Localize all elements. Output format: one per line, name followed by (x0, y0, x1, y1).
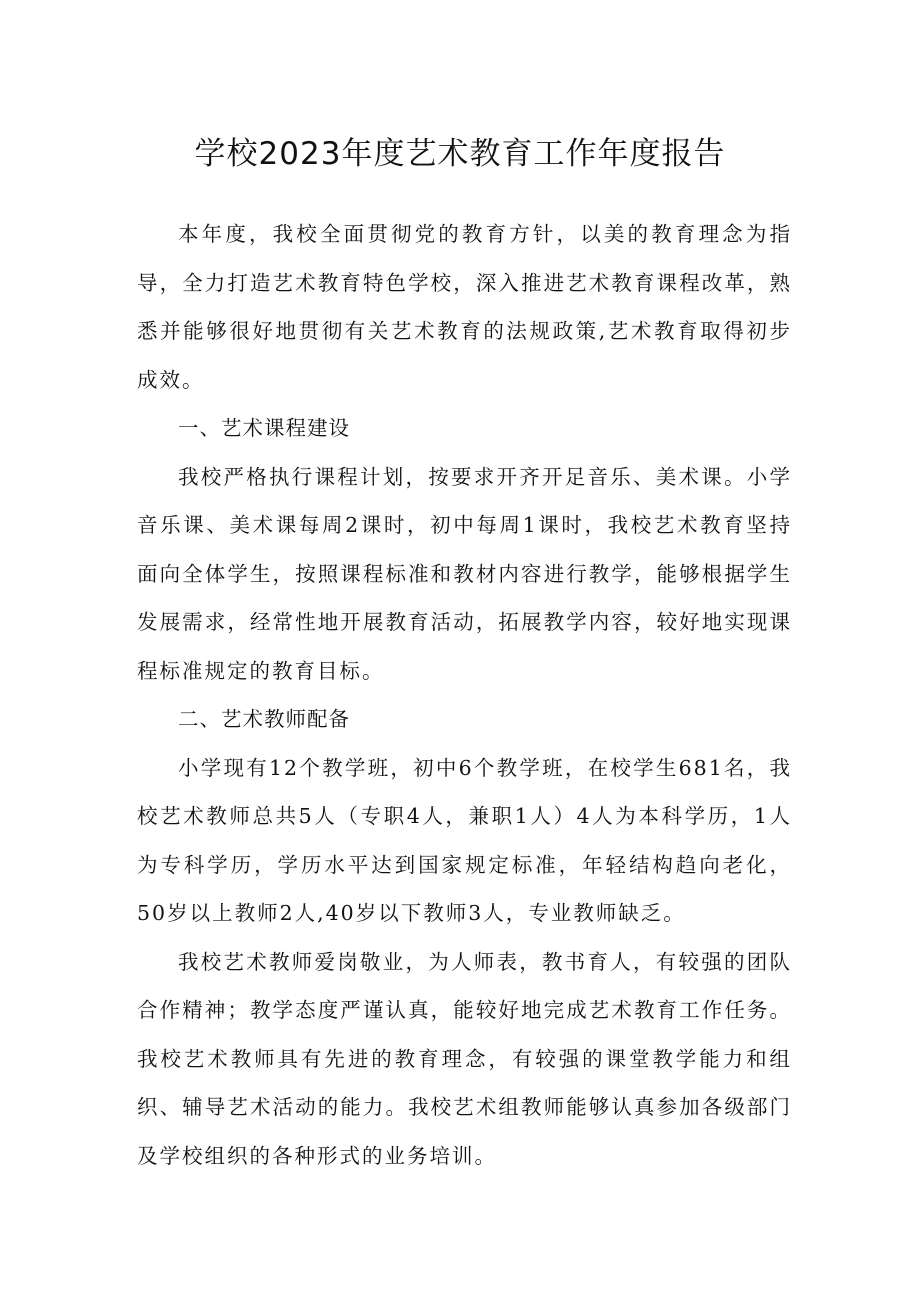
section-heading-curriculum: 一、艺术课程建设 (178, 416, 350, 440)
section-paragraph-teachers-staffing: 小学现有12个教学班，初中6个教学班，在校学生681名，我校艺术教师总共5人（专职4人，兼职1人）4人为本科学历，1人为专科学历，学历水平达到国家规定标准，年轻结构趋向老化，50岁以上教师2人,40岁以下教师3人，专业教师缺乏。 (137, 755, 792, 925)
section-paragraph-teachers-quality: 我校艺术教师爱岗敬业，为人师表，教书育人，有较强的团队合作精神；教学态度严谨认真，能较好地完成艺术教育工作任务。我校艺术教师具有先进的教育理念，有较强的课堂教学能力和组织、辅导艺术活动的能力。我校艺术组教师能够认真参加各级部门及学校组织的各种形式的业务培训。 (137, 949, 792, 1168)
document-body (137, 210, 792, 1180)
section-paragraph-curriculum: 我校严格执行课程计划，按要求开齐开足音乐、美术课。小学音乐课、美术课每周2课时，初中每周1课时，我校艺术教育坚持面向全体学生，按照课程标准和教材内容进行教学，能够根据学生发展需求，经常性地开展教育活动，拓展教学内容，较好地实现课程标准规定的教育目标。 (137, 464, 792, 683)
document-title: 学校2023年度艺术教育工作年度报告 (194, 136, 726, 172)
section-heading-teachers: 二、艺术教师配备 (178, 707, 350, 731)
intro-paragraph: 本年度，我校全面贯彻党的教育方针，以美的教育理念为指导，全力打造艺术教育特色学校，深入推进艺术教育课程改革，熟悉并能够很好地贯彻有关艺术教育的法规政策,艺术教育取得初步成效。 (137, 222, 792, 392)
